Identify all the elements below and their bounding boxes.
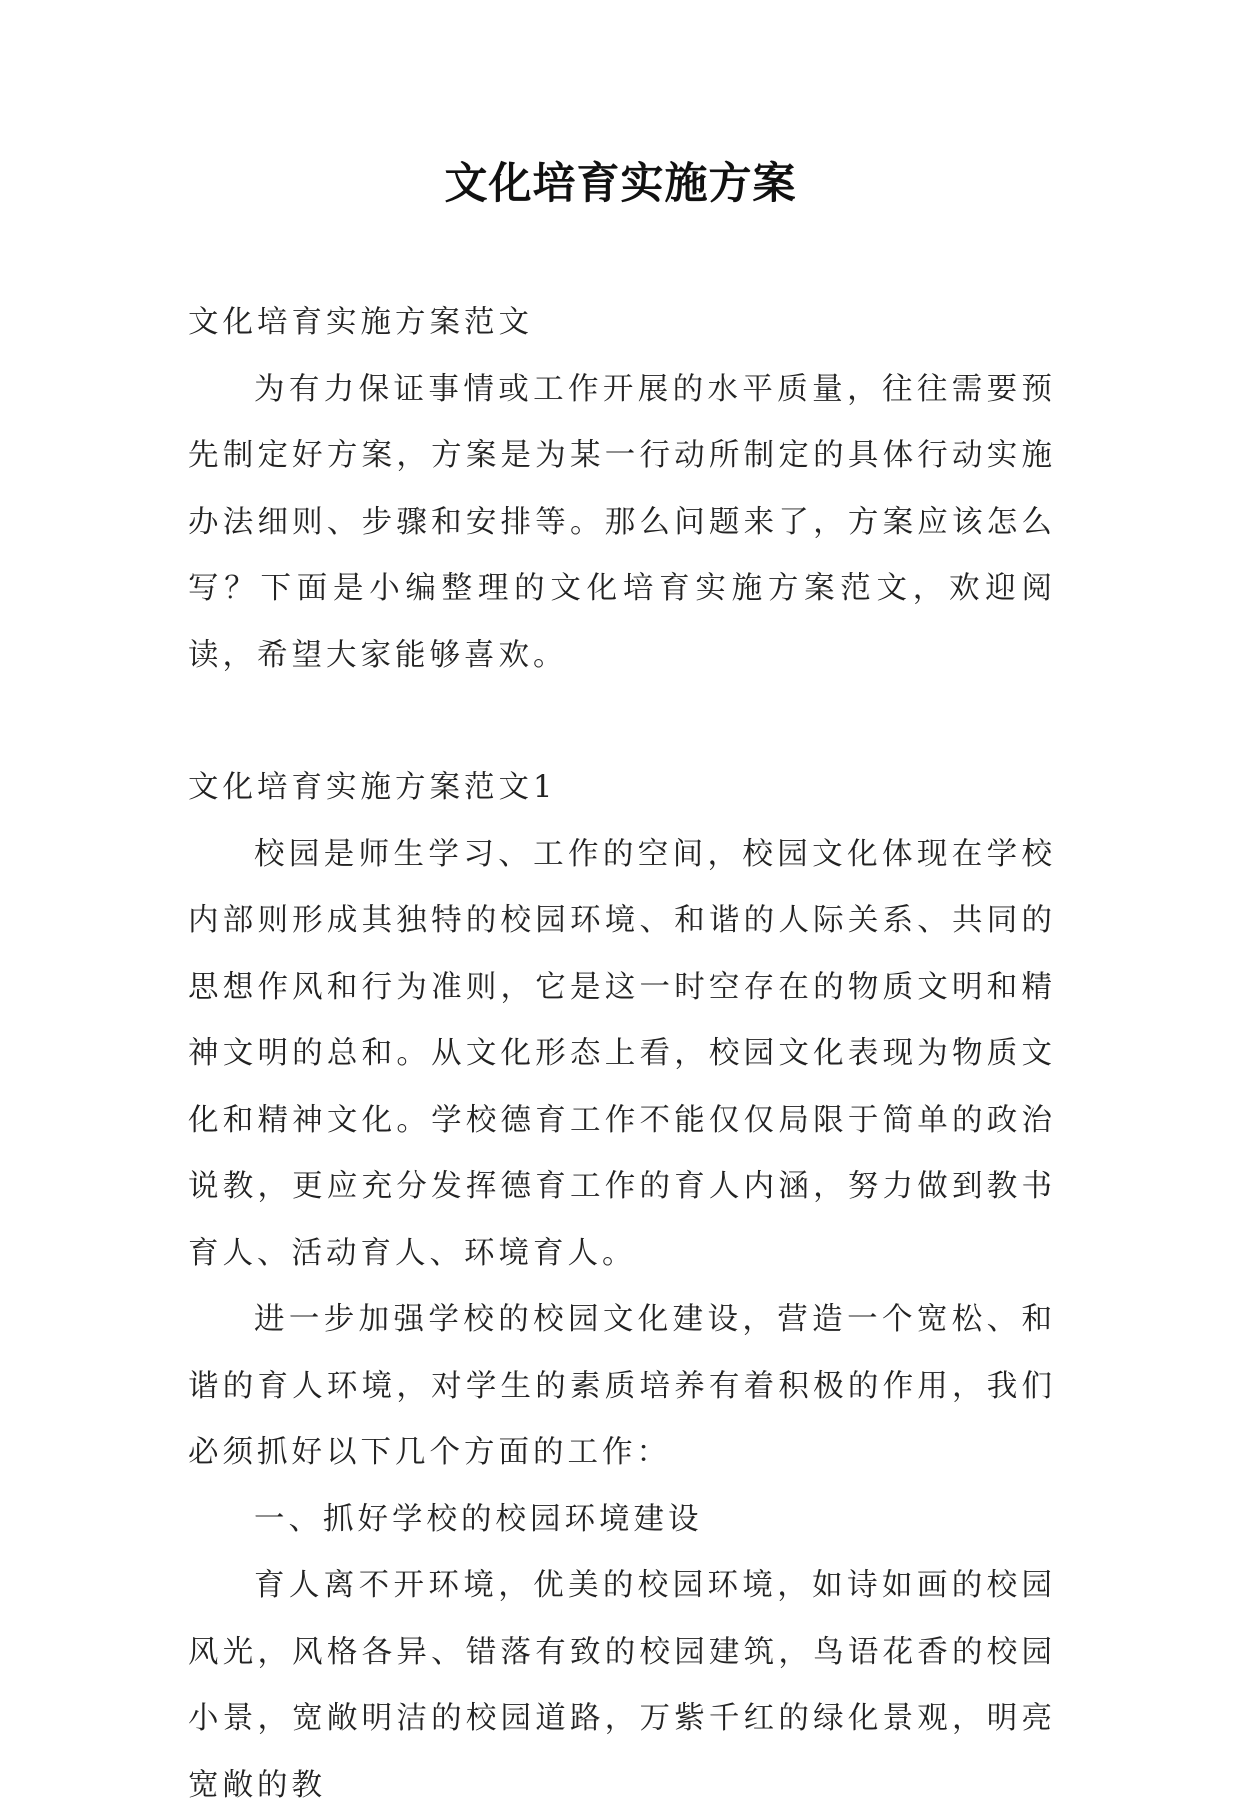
section-1-paragraph-1: 校园是师生学习、工作的空间，校园文化体现在学校内部则形成其独特的校园环境、和谐的人际关系、共同的思想作风和行为准则，它是这一时空存在的物质文明和精神文明的总和。从文化形态上看，校园文化表现为物质文化和精神文化。学校德育工作不能仅仅局限于简单的政治说教，更应充分发挥德育工作的育人内涵，努力做到教书育人、活动育人、环境育人。	[188, 836, 1056, 1271]
intro-heading: 文化培育实施方案范文	[188, 305, 533, 340]
document-body	[188, 290, 1056, 1819]
section-1-subheading: 一、抓好学校的校园环境建设	[254, 1501, 703, 1537]
section-spacer	[188, 689, 1056, 755]
section-1-heading: 文化培育实施方案范文1	[188, 770, 557, 805]
section-1-paragraph-2: 进一步加强学校的校园文化建设，营造一个宽松、和谐的育人环境，对学生的素质培养有着积极的作用，我们必须抓好以下几个方面的工作：	[188, 1302, 1056, 1470]
section-1-paragraph-3: 育人离不开环境，优美的校园环境，如诗如画的校园风光，风格各异、错落有致的校园建筑，鸟语花香的校园小景，宽敞明洁的校园道路，万紫千红的绿化景观，明亮宽敞的教	[188, 1568, 1056, 1803]
document-title: 文化培育实施方案	[444, 159, 797, 209]
intro-paragraph: 为有力保证事情或工作开展的水平质量，往往需要预先制定好方案，方案是为某一行动所制定的具体行动实施办法细则、步骤和安排等。那么问题来了，方案应该怎么写？下面是小编整理的文化培育实施方案范文，欢迎阅读，希望大家能够喜欢。	[188, 371, 1056, 673]
